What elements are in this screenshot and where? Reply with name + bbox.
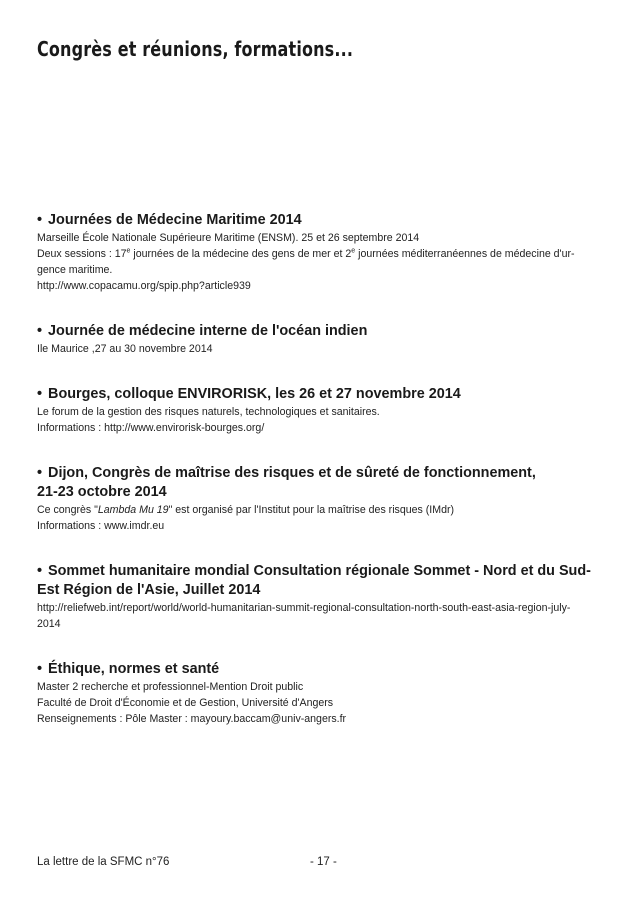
event-link[interactable]: http://reliefweb.int/report/world/world-humanitarian-summit-regional-consultation-north-south-east-asia-region-july- xyxy=(37,602,571,614)
event-link[interactable]: 2014 xyxy=(37,618,61,630)
event-entry xyxy=(37,660,603,727)
event-title: • Journée de médecine interne de l'océan indien xyxy=(37,323,368,339)
event-entry xyxy=(37,385,603,436)
event-detail: Marseille École Nationale Supérieure Maritime (ENSM). 25 et 26 septembre 2014 xyxy=(37,232,420,244)
event-title: • Sommet humanitaire mondial Consultation régionale Sommet - Nord et du Sud- Est Région de l'Asie, Juillet 2014 xyxy=(37,563,591,598)
event-entry xyxy=(37,211,603,294)
event-entry xyxy=(37,322,603,357)
event-title: • Dijon, Congrès de maîtrise des risques et de sûreté de fonctionnement, 21-23 octobre 2014 xyxy=(37,465,536,500)
event-link[interactable]: Informations : http://www.envirorisk-bourges.org/ xyxy=(37,422,265,434)
event-detail: Deux sessions : 17e journées de la médecine des gens de mer et 2e journées méditerranéennes de médecine d'ur- xyxy=(37,247,575,260)
event-entry xyxy=(37,562,603,632)
bullet-icon: • xyxy=(37,661,43,677)
event-link[interactable]: Informations : www.imdr.eu xyxy=(37,520,165,532)
event-detail: Master 2 recherche et professionnel-Mention Droit public xyxy=(37,681,304,693)
event-link[interactable]: http://www.copacamu.org/spip.php?article939 xyxy=(37,280,251,292)
event-title: • Bourges, colloque ENVIRORISK, les 26 et 27 novembre 2014 xyxy=(37,386,461,402)
bullet-icon: • xyxy=(37,323,43,339)
page-number: - 17 - xyxy=(310,856,337,868)
event-contact[interactable]: Renseignements : Pôle Master : mayoury.baccam@univ-angers.fr xyxy=(37,713,347,725)
bullet-icon: • xyxy=(37,212,43,228)
footer-publication: La lettre de la SFMC n°76 xyxy=(37,856,170,868)
event-detail: gence maritime. xyxy=(37,264,113,276)
event-detail: Ile Maurice ,27 au 30 novembre 2014 xyxy=(37,343,213,355)
page-title: Congrès et réunions, formations... xyxy=(37,37,354,61)
event-list xyxy=(37,211,603,755)
event-entry xyxy=(37,464,603,534)
bullet-icon: • xyxy=(37,465,43,481)
event-detail: Ce congrès "Lambda Mu 19" est organisé par l'Institut pour la maîtrise des risques (IMdr) xyxy=(37,504,455,516)
event-detail: Le forum de la gestion des risques naturels, technologiques et sanitaires. xyxy=(37,406,380,418)
event-title: • Éthique, normes et santé xyxy=(37,661,220,677)
event-title: • Journées de Médecine Maritime 2014 xyxy=(37,212,302,228)
event-detail: Faculté de Droit d'Économie et de Gestion, Université d'Angers xyxy=(37,697,334,709)
bullet-icon: • xyxy=(37,386,43,402)
bullet-icon: • xyxy=(37,563,43,579)
